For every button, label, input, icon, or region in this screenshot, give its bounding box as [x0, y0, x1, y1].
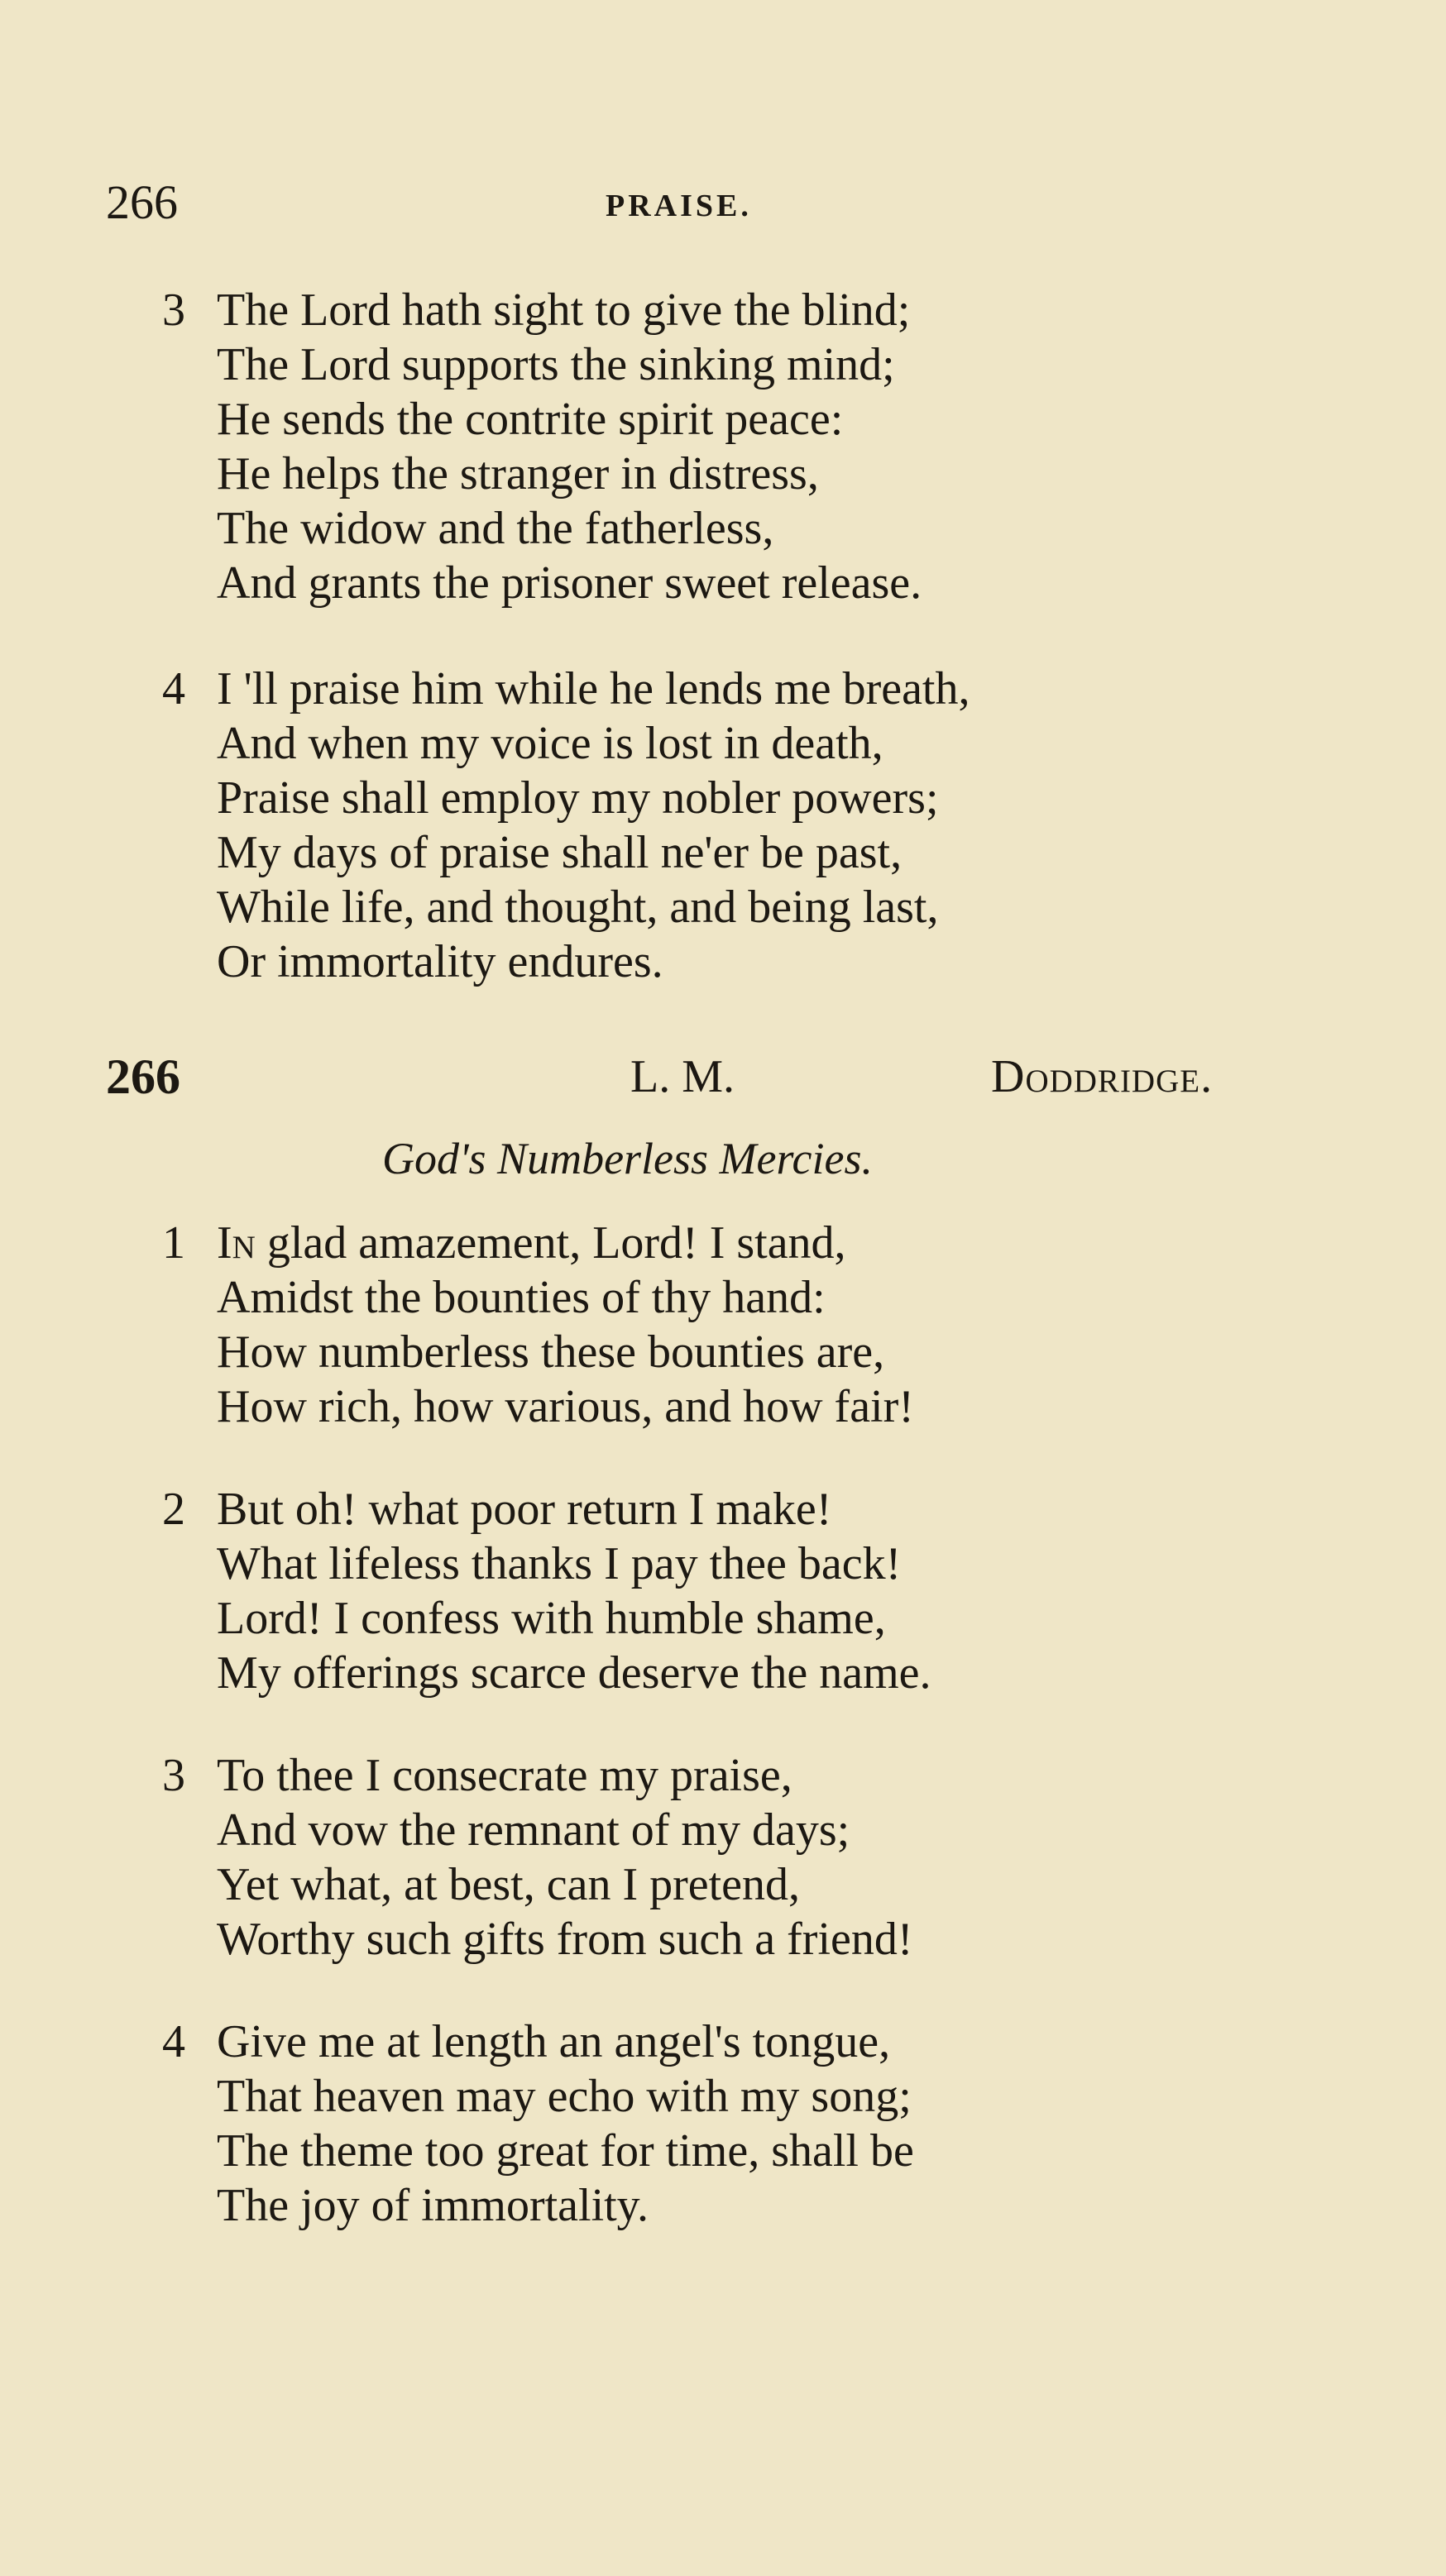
verse-line: Lord! I confess with humble shame,: [217, 1593, 886, 1644]
verse-line: What lifeless thanks I pay thee back!: [217, 1538, 902, 1589]
stanza-number: 4: [162, 2016, 185, 2067]
verse-line: The widow and the fatherless,: [217, 503, 774, 554]
verse-line: Or immortality endures.: [217, 936, 663, 987]
stanza-number: 2: [162, 1484, 185, 1535]
stanza-number: 3: [162, 284, 185, 336]
verse-line: My offerings scarce deserve the name.: [217, 1647, 931, 1699]
verse-line: Give me at length an angel's tongue,: [217, 2016, 891, 2067]
running-head: PRAISE.: [606, 189, 752, 223]
stanza-number: 1: [162, 1217, 185, 1269]
verse-line: How numberless these bounties are,: [217, 1326, 885, 1378]
verse-line: The theme too great for time, shall be: [217, 2125, 914, 2177]
verse-line: My days of praise shall ne'er be past,: [217, 827, 903, 878]
page-number: 266: [106, 175, 178, 229]
verse-line: I 'll praise him while he lends me breath,: [217, 663, 970, 714]
verse-line: Amidst the bounties of thy hand:: [217, 1272, 826, 1323]
initial-word: In: [217, 1217, 256, 1269]
verse-line: He sends the contrite spirit peace:: [217, 394, 844, 445]
page-header: [0, 174, 1446, 232]
hymn-author: Doddridge.: [991, 1051, 1214, 1102]
verse-line: And vow the remnant of my days;: [217, 1804, 850, 1856]
verse-line: But oh! what poor return I make!: [217, 1484, 832, 1535]
verse-line: [217, 1216, 846, 1270]
verse-line: The Lord supports the sinking mind;: [217, 339, 895, 390]
hymn-number: 266: [106, 1049, 180, 1104]
verse-line: And when my voice is lost in death,: [217, 718, 883, 769]
hymn-title: God's Numberless Mercies.: [382, 1134, 873, 1183]
verse-line: That heaven may echo with my song;: [217, 2071, 912, 2122]
verse-line: While life, and thought, and being last,: [217, 882, 939, 933]
verse-line: Praise shall employ my nobler powers;: [217, 772, 939, 824]
verse-line: Yet what, at best, can I pretend,: [217, 1859, 801, 1910]
verse-line: The joy of immortality.: [217, 2180, 649, 2231]
hymn-meter: L. M.: [630, 1051, 735, 1102]
hymn-heading: [0, 1044, 1446, 1110]
verse-line: To thee I consecrate my praise,: [217, 1750, 792, 1801]
stanza-number: 4: [162, 663, 185, 714]
stanza-number: 3: [162, 1750, 185, 1801]
verse-line: And grants the prisoner sweet release.: [217, 557, 922, 609]
verse-line: How rich, how various, and how fair!: [217, 1381, 914, 1432]
first-line-rest: glad amazement, Lord! I stand,: [255, 1217, 846, 1269]
verse-line: He helps the stranger in distress,: [217, 448, 819, 499]
verse-line: Worthy such gifts from such a friend!: [217, 1914, 913, 1965]
verse-line: The Lord hath sight to give the blind;: [217, 284, 911, 336]
